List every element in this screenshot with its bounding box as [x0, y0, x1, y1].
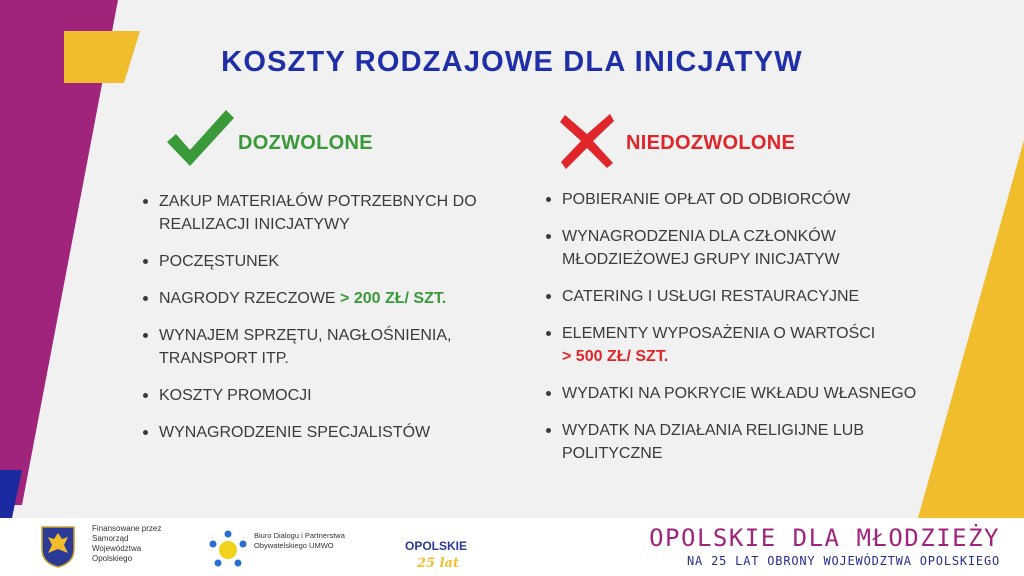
price-limit-highlight: > 200 ZŁ/ SZT.: [340, 290, 447, 307]
funding-text: Finansowane przez Samorząd Województwa Opolskiego: [92, 524, 162, 563]
list-item: WYNAJEM SPRZĘTU, NAGŁOŚNIENIA, TRANSPORT ITP.: [143, 324, 498, 370]
list-item: POCZĘSTUNEK: [143, 250, 498, 273]
brand-title: OPOLSKIE DLA MŁODZIEŻY: [649, 524, 1000, 552]
anniversary-logo-text: 25 lat: [417, 556, 459, 571]
forbidden-heading: NIEDOZWOLONE: [626, 132, 796, 154]
list-item: WYDATKI NA POKRYCIE WKŁADU WŁASNEGO: [546, 382, 926, 405]
cross-icon: [558, 112, 616, 170]
page-title: KOSZTY RODZAJOWE DLA INICJATYW: [221, 46, 803, 78]
list-item: KOSZTY PROMOCJI: [143, 384, 498, 407]
brand-subtitle: NA 25 LAT OBRONY WOJEWÓDZTWA OPOLSKIEGO: [687, 554, 1000, 568]
list-item: WYNAGRODZENIE SPECJALISTÓW: [143, 421, 498, 444]
list-item: ZAKUP MATERIAŁÓW POTRZEBNYCH DO REALIZACJI INICJATYWY: [143, 190, 498, 236]
biuro-text: Biuro Dialogu i Partnerstwa Obywatelskiego UMWO: [254, 531, 345, 550]
list-item: NAGRODY RZECZOWE > 200 ZŁ/ SZT.: [143, 287, 498, 310]
coat-of-arms-icon: [40, 525, 76, 569]
checkmark-icon: [164, 106, 236, 168]
opolskie-logo-text: OPOLSKIE: [404, 539, 468, 553]
list-item: CATERING I USŁUGI RESTAURACYJNE: [546, 285, 926, 308]
forbidden-list: [546, 188, 926, 465]
opolskie-25-logo: [398, 524, 474, 572]
list-item: ELEMENTY WYPOSAŻENIA O WARTOŚCI > 500 ZŁ/ SZT.: [546, 322, 926, 368]
biuro-logo-icon: [208, 530, 248, 570]
yellow-triangle-right: [918, 140, 1024, 518]
allowed-heading: DOZWOLONE: [238, 132, 373, 154]
price-limit-highlight: > 500 ZŁ/ SZT.: [562, 348, 669, 365]
list-item: WYDATK NA DZIAŁANIA RELIGIJNE LUB POLITYCZNE: [546, 419, 926, 465]
allowed-list: [143, 190, 498, 444]
list-item: POBIERANIE OPŁAT OD ODBIORCÓW: [546, 188, 926, 211]
list-item: WYNAGRODZENIA DLA CZŁONKÓW MŁODZIEŻOWEJ GRUPY INICJATYW: [546, 225, 926, 271]
